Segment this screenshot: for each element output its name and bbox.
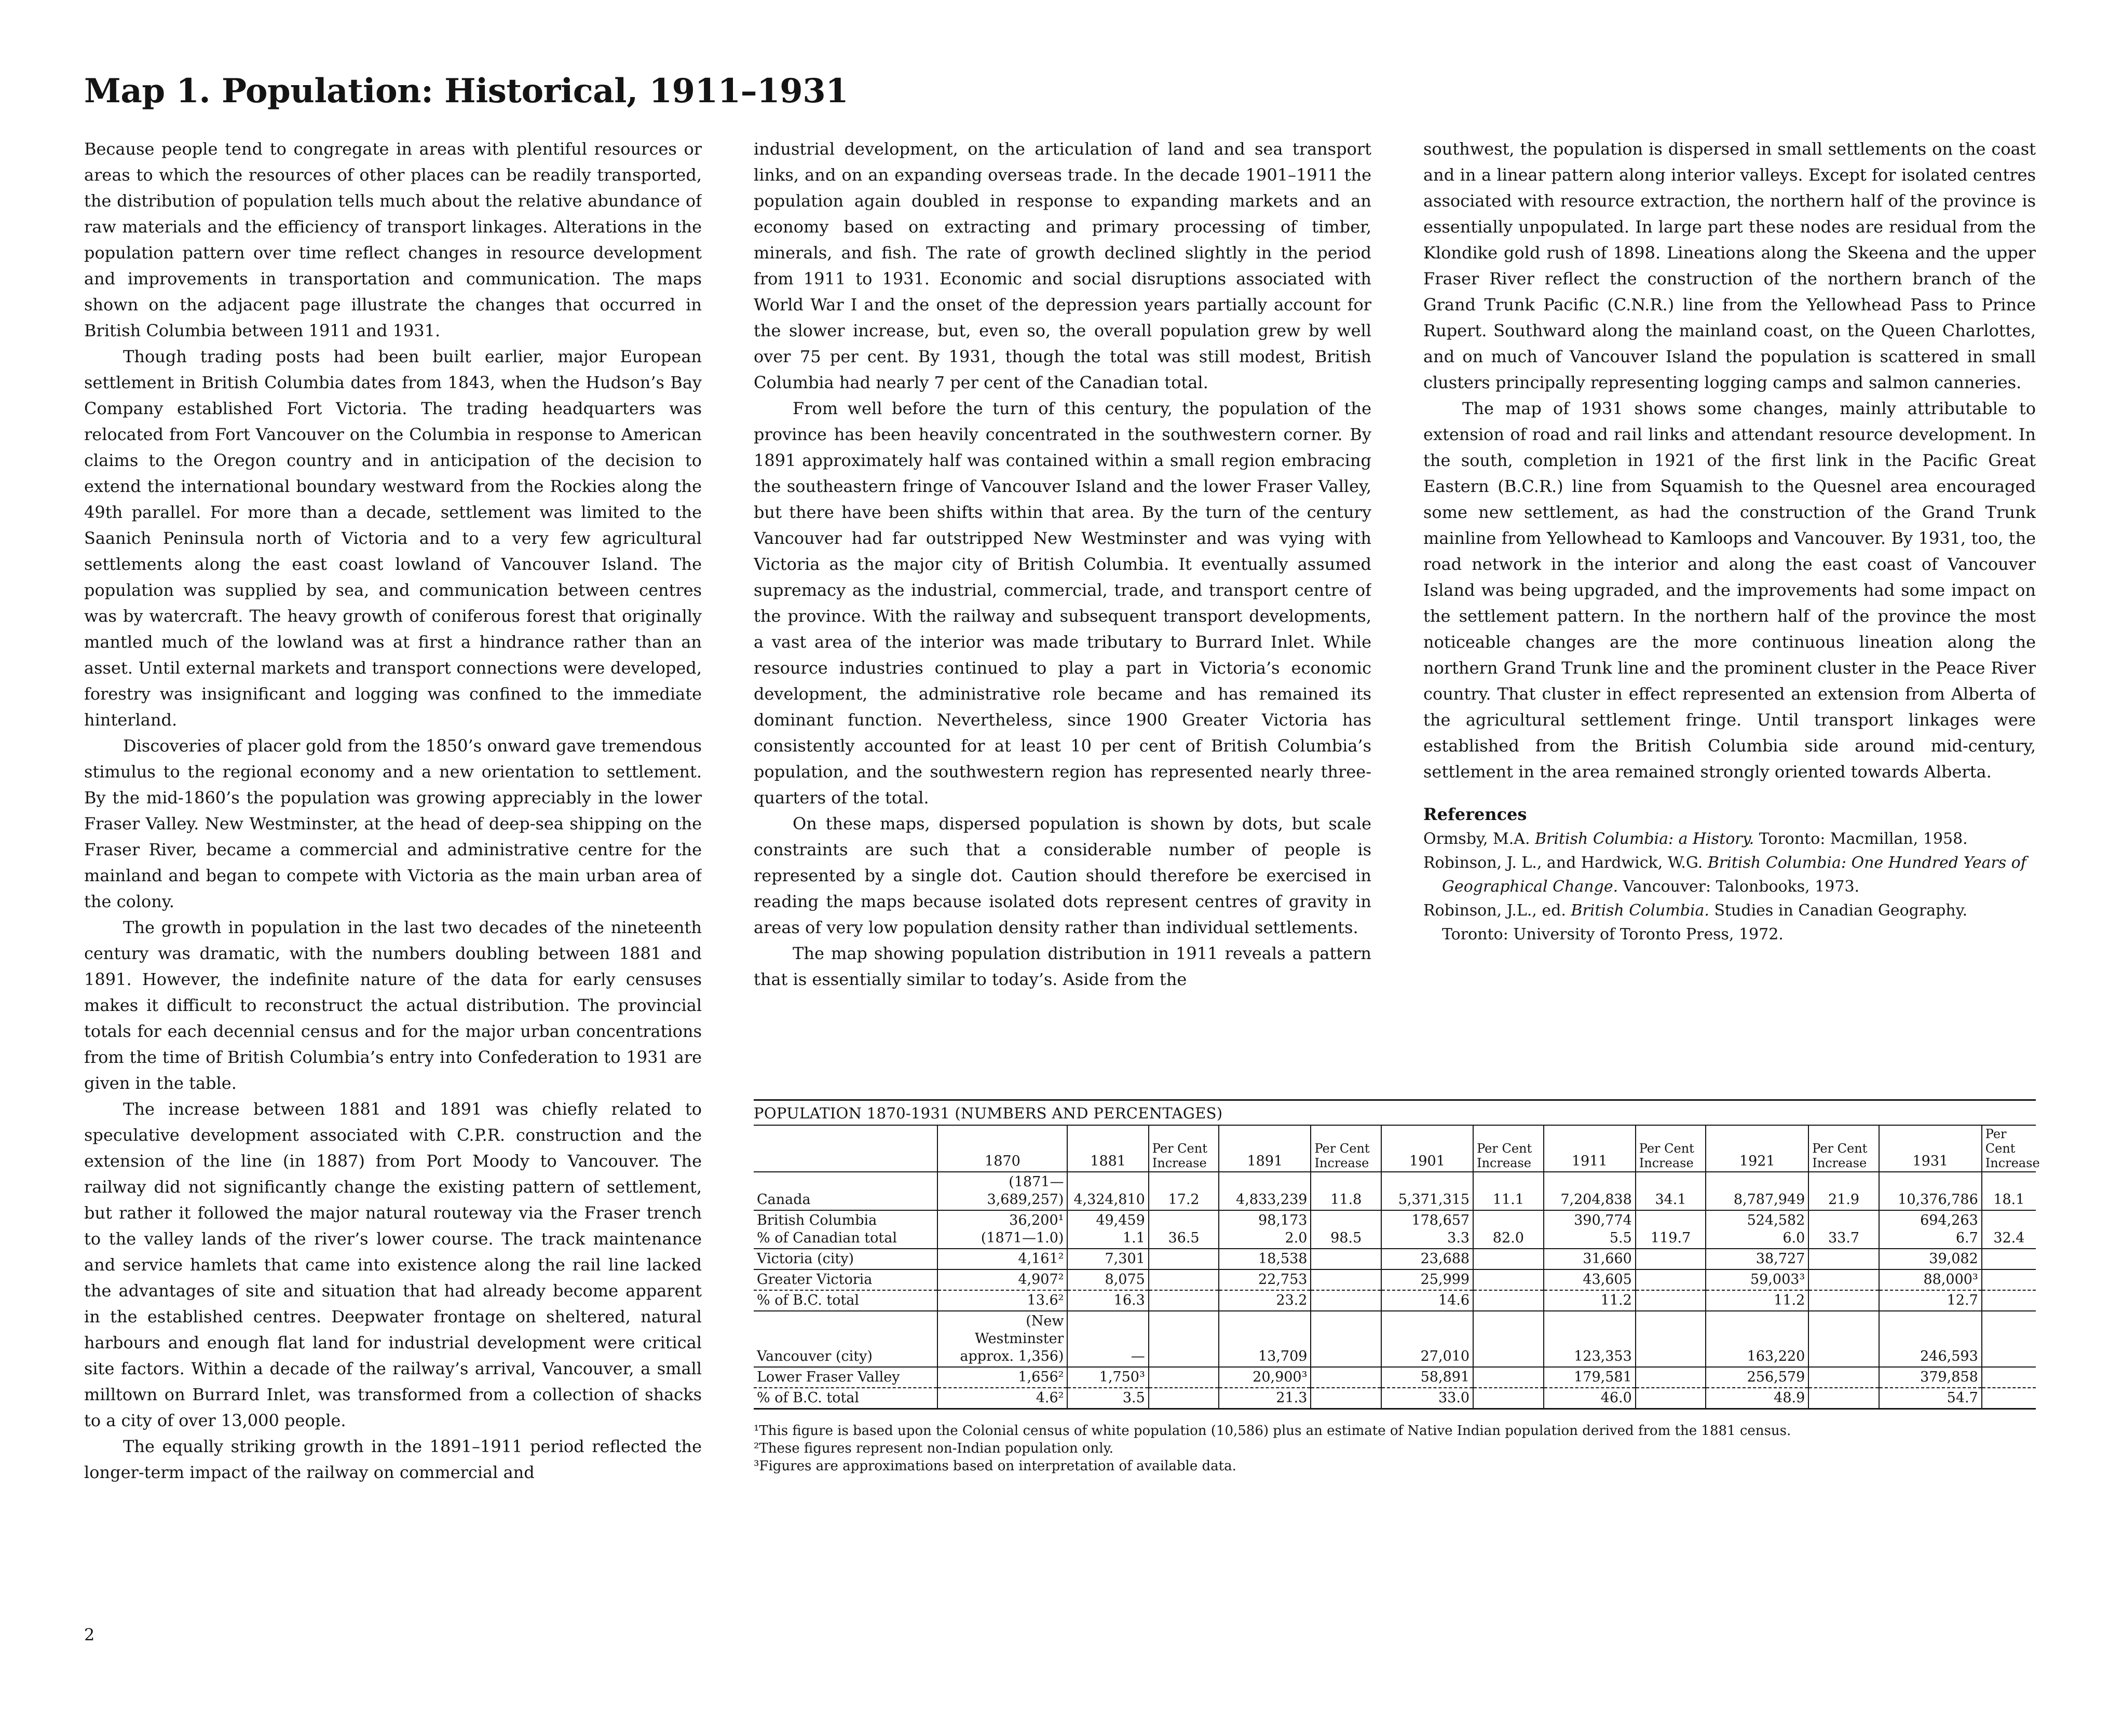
table-cell [1982,1388,2036,1408]
table-cell: 694,263 6.7 [1879,1210,1982,1249]
row-label: Greater Victoria [754,1269,937,1290]
table-cell: 1,656² [937,1367,1067,1388]
table-cell [1636,1269,1706,1290]
paragraph: Discoveries of placer gold from the 1850’s onward gave tremendous stimulus to the regional economy and a new orientation to settlement. By the mid-1860’s the population was growing appreciably in the lower Fraser Valley. New Westminster, at the head of deep-sea shipping on the Fraser River, became a commercial and administrative centre for the mainland and began to compete with Victoria as the main urban area of the colony. [84,736,702,911]
table-cell: 46.0 [1544,1388,1636,1408]
table-cell: 58,891 [1381,1367,1473,1388]
table-header: 1911 [1544,1125,1636,1172]
references-heading: References [1423,804,1527,824]
table-cell [1473,1367,1543,1388]
table-cell [1636,1311,1706,1367]
table-header-row [754,1125,2036,1172]
table-cell [1636,1249,1706,1269]
table-cell: 390,774 5.5 [1544,1210,1636,1249]
row-label: Vancouver (city) [754,1311,937,1367]
table-cell: 54.7 [1879,1388,1982,1408]
table-cell: 33.0 [1381,1388,1473,1408]
table-cell: 59,003³ [1706,1269,1808,1290]
table-cell [1473,1388,1543,1408]
paragraph: The map of 1931 shows some changes, mainly attributable to extension of road and rail links and attendant resource development. In the south, completion in 1921 of the first link in the Pacific Great Eastern (B.C.R.) line from Squamish to the Quesnel area encouraged some new settlement, as had the construction of the Grand Trunk mainline from Yellowhead to Kamloops and Vancouver. By 1931, too, the road network in the interior and along the east coast of Vancouver Island was being upgraded, and the improvements had some impact on the settlement pattern. In the northern half of the province the most noticeable changes are the more continuous lineation along the northern Grand Trunk line and the prominent cluster in the Peace River country. That cluster in effect represented an extension from Alberta of the agricultural settlement fringe. Until transport linkages were established from the British Columbia side around mid-century, settlement in the area remained strongly oriented towards Alberta. [1423,399,2036,782]
table-cell: 13.6² [937,1290,1067,1311]
table-cell: 88,000³ [1879,1269,1982,1290]
table-cell: 11.2 [1544,1290,1636,1311]
table-cell: 22,753 [1219,1269,1311,1290]
table-header [754,1125,937,1172]
table-cell: 20,900³ [1219,1367,1311,1388]
table-cell: 39,082 [1879,1249,1982,1269]
page-title: Map 1. Population: Historical, 1911–1931 [84,72,849,111]
table-cell: 246,593 [1879,1311,1982,1367]
table-cell [1149,1269,1219,1290]
table-cell: 43,605 [1544,1269,1636,1290]
table-cell [1808,1367,1879,1388]
table-cell: 5,371,315 [1381,1172,1473,1210]
table-cell [1982,1290,2036,1311]
footnote: ²These figures represent non-Indian population only. [754,1441,1114,1456]
footnote: ³Figures are approximations based on interpretation of available data. [754,1458,1236,1474]
table-cell [1311,1367,1381,1388]
table-cell [1149,1311,1219,1367]
reference-item: Ormsby, M.A. British Columbia: a History. Toronto: Macmillan, 1958. [1423,830,1968,848]
table-cell: — [1067,1311,1148,1367]
table-cell: 123,353 [1544,1311,1636,1367]
table-cell: 48.9 [1706,1388,1808,1408]
table-cell: 36,200¹ (1871—1.0) [937,1210,1067,1249]
table-cell: 18.1 [1982,1172,2036,1210]
table-cell: 82.0 [1473,1210,1543,1249]
table-cell [1473,1249,1543,1269]
table-cell [1473,1269,1543,1290]
table-cell: 178,657 3.3 [1381,1210,1473,1249]
table-header: 1891 [1219,1125,1311,1172]
row-label: Lower Fraser Valley [754,1367,937,1388]
table-cell [1636,1388,1706,1408]
paragraph: The increase between 1881 and 1891 was chiefly related to speculative development associated with C.P.R. construction and the extension of the line (in 1887) from Port Moody to Vancouver. The railway did not significantly change the existing pattern of settlement, but rather it followed the major natural routeway via the Fraser trench to the valley lands of the river’s lower course. The track maintenance and service hamlets that came into existence along the rail line lacked the advantages of site and situation that had already become apparent in the established centres. Deepwater frontage on sheltered, natural harbours and enough flat land for industrial development were critical site factors. Within a decade of the railway’s arrival, Vancouver, a small milltown on Burrard Inlet, was transformed from a collection of shacks to a city of over 13,000 people. [84,1099,702,1430]
table-cell: 4,161² [937,1249,1067,1269]
table-cell [1808,1269,1879,1290]
divider [754,1408,2036,1410]
table-cell: 1,750³ [1067,1367,1148,1388]
table-cell: 11.2 [1706,1290,1808,1311]
table-cell: 7,301 [1067,1249,1148,1269]
table-cell: 49,459 1.1 [1067,1210,1148,1249]
footnote: ¹This figure is based upon the Colonial census of white population (10,586) plus an estimate of Native Indian population derived from the 1881 census. [754,1423,1791,1439]
table-header: Per Cent Increase [1149,1125,1219,1172]
row-label: % of B.C. total [754,1290,937,1311]
table-cell: 8,075 [1067,1269,1148,1290]
table-cell: 4,324,810 [1067,1172,1148,1210]
text-column-2 [754,136,1371,1070]
paragraph: On these maps, dispersed population is shown by dots, but scale constraints are such that a considerable number of people is represented by a single dot. Caution should therefore be exercised in reading the maps because isolated dots represent centres of gravity in areas of very low population density rather than individual settlements. [754,814,1371,937]
table-header: Per Cent Increase [1636,1125,1706,1172]
table-cell [1808,1311,1879,1367]
table-cell: 98,173 2.0 [1219,1210,1311,1249]
table-cell: 256,579 [1706,1367,1808,1388]
row-label: Canada [754,1172,937,1210]
reference-item: Robinson, J. L., and Hardwick, W.G. British Columbia: One Hundred Years of Geographical Change. Vancouver: Talonbooks, 1973. [1423,854,2026,896]
table-header: 1921 [1706,1125,1808,1172]
table-cell [1982,1269,2036,1290]
table-cell [1808,1388,1879,1408]
table-cell: 163,220 [1706,1311,1808,1367]
table-cell: 13,709 [1219,1311,1311,1367]
table-row [754,1172,2036,1210]
table-cell: 21.9 [1808,1172,1879,1210]
table-cell: 4,907² [937,1269,1067,1290]
page-number: 2 [84,1625,95,1645]
table-row [754,1311,2036,1367]
row-label: % of B.C. total [754,1388,937,1408]
paragraph: Though trading posts had been built earlier, major European settlement in British Columbia dates from 1843, when the Hudson’s Bay Company established Fort Victoria. The trading headquarters was relocated from Fort Vancouver on the Columbia in response to American claims to the Oregon country and in anticipation of the decision to extend the international boundary westward from the Rockies along the 49th parallel. For more than a decade, settlement was limited to the Saanich Peninsula north of Victoria and to a very few agricultural settlements along the east coast lowland of Vancouver Island. The population was supplied by sea, and communication between centres was by watercraft. The heavy growth of coniferous forest that originally mantled much of the lowland was at first a hindrance rather than an asset. Until external markets and transport connections were developed, forestry was insignificant and logging was confined to the immediate hinterland. [84,347,702,730]
table-cell: 31,660 [1544,1249,1636,1269]
table-cell [1636,1367,1706,1388]
population-table-block [754,1099,2040,1475]
table-cell: 119.7 [1636,1210,1706,1249]
table-cell: 524,582 6.0 [1706,1210,1808,1249]
footnotes [754,1422,2036,1475]
text-column-1 [84,136,702,1605]
table-cell [1149,1290,1219,1311]
table-cell: (1871— 3,689,257) [937,1172,1067,1210]
table-cell: 3.5 [1067,1388,1148,1408]
table-cell: 32.4 [1982,1210,2036,1249]
table-cell [1982,1311,2036,1367]
table-cell [1149,1388,1219,1408]
table-cell: 98.5 [1311,1210,1381,1249]
table-cell [1636,1290,1706,1311]
table-cell: 10,376,786 [1879,1172,1982,1210]
table-cell: 11.1 [1473,1172,1543,1210]
table-cell [1982,1249,2036,1269]
text-column-3 [1423,136,2036,1070]
table-cell [1149,1249,1219,1269]
table-row [754,1269,2036,1290]
table-cell [1473,1311,1543,1367]
table-cell: 4.6² [937,1388,1067,1408]
table-cell [1982,1367,2036,1388]
table-cell: 36.5 [1149,1210,1219,1249]
table-cell: 11.8 [1311,1172,1381,1210]
table-cell: 379,858 [1879,1367,1982,1388]
paragraph: southwest, the population is dispersed in small settlements on the coast and in a linear pattern along interior valleys. Except for isolated centres associated with resource extraction, the northern half of the province is essentially unpopulated. In large part these nodes are residual from the Klondike gold rush of 1898. Lineations along the Skeena and the upper Fraser River reflect the construction of the northern branch of the Grand Trunk Pacific (C.N.R.) line from the Yellowhead Pass to Prince Rupert. Southward along the mainland coast, on the Queen Charlottes, and on much of Vancouver Island the population is scattered in small clusters principally representing logging camps and salmon canneries. [1423,139,2036,392]
table-cell: (New Westminster approx. 1,356) [937,1311,1067,1367]
paragraph: From well before the turn of this century, the population of the province has been heavily concentrated in the southwestern corner. By 1891 approximately half was contained within a small region embracing the southeastern fringe of Vancouver Island and the lower Fraser Valley, but there have been shifts within that area. By the turn of the century Vancouver had far outstripped New Westminster and was vying with Victoria as the major city of British Columbia. It eventually assumed supremacy as the industrial, commercial, trade, and transport centre of the province. With the railway and subsequent transport developments, a vast area of the interior was made tributary to Burrard Inlet. While resource industries continued to play a part in Victoria’s economic development, the administrative role became and has remained its dominant function. Nevertheless, since 1900 Greater Victoria has consistently accounted for at least 10 per cent of British Columbia’s population, and the southwestern region has represented nearly three-quarters of the total. [754,399,1371,808]
table-cell [1311,1290,1381,1311]
table-title: POPULATION 1870-1931 (NUMBERS AND PERCENTAGES) [754,1104,1223,1122]
paragraph: Because people tend to congregate in areas with plentiful resources or areas to which the resources of other places can be readily transported, the distribution of population tells much about the relative abundance of raw materials and the efficiency of transport linkages. Alterations in the population pattern over time reflect changes in resource development and improvements in transportation and communication. The maps shown on the adjacent page illustrate the changes that occurred in British Columbia between 1911 and 1931. [84,139,702,340]
table-cell: 38,727 [1706,1249,1808,1269]
table-cell: 25,999 [1381,1269,1473,1290]
table-cell [1808,1249,1879,1269]
table-cell: 12.7 [1879,1290,1982,1311]
table-cell: 27,010 [1381,1311,1473,1367]
table-cell: 21.3 [1219,1388,1311,1408]
population-table [754,1125,2040,1408]
table-cell: 16.3 [1067,1290,1148,1311]
table-header: Per Cent Increase [1473,1125,1543,1172]
table-header: 1901 [1381,1125,1473,1172]
table-cell: 179,581 [1544,1367,1636,1388]
table-row [754,1249,2036,1269]
table-cell [1473,1290,1543,1311]
table-cell: 23.2 [1219,1290,1311,1311]
table-cell [1311,1388,1381,1408]
table-cell [1149,1367,1219,1388]
table-cell: 34.1 [1636,1172,1706,1210]
table-header: 1870 [937,1125,1067,1172]
table-row [754,1367,2036,1388]
paragraph: The growth in population in the last two decades of the nineteenth century was dramatic, with the numbers doubling between 1881 and 1891. However, the indefinite nature of the data for early censuses makes it difficult to reconstruct the actual distribution. The provincial totals for each decennial census and for the major urban concentrations from the time of British Columbia’s entry into Confederation to 1931 are given in the table. [84,918,702,1093]
table-cell [1311,1249,1381,1269]
row-label: British Columbia % of Canadian total [754,1210,937,1249]
reference-item: Robinson, J.L., ed. British Columbia. Studies in Canadian Geography. Toronto: University of Toronto Press, 1972. [1423,901,1968,944]
table-cell: 18,538 [1219,1249,1311,1269]
table-cell: 23,688 [1381,1249,1473,1269]
table-cell [1808,1290,1879,1311]
table-cell: 17.2 [1149,1172,1219,1210]
table-cell: 4,833,239 [1219,1172,1311,1210]
table-header: Per Cent Increase [1808,1125,1879,1172]
table-cell: 33.7 [1808,1210,1879,1249]
paragraph: The equally striking growth in the 1891–1911 period reflected the longer-term impact of the railway on commercial and [84,1437,702,1482]
table-header: Per Cent Increase [1311,1125,1381,1172]
table-header: 1881 [1067,1125,1148,1172]
table-cell: 8,787,949 [1706,1172,1808,1210]
row-label: Victoria (city) [754,1249,937,1269]
table-cell: 14.6 [1381,1290,1473,1311]
table-cell: 7,204,838 [1544,1172,1636,1210]
table-header: 1931 [1879,1125,1982,1172]
table-cell [1311,1311,1381,1367]
table-cell [1311,1269,1381,1290]
paragraph: industrial development, on the articulation of land and sea transport links, and on an expanding overseas trade. In the decade 1901–1911 the population again doubled in response to expanding markets and an economy based on extracting and primary processing of timber, minerals, and fish. The rate of growth declined slightly in the period from 1911 to 1931. Economic and social disruptions associated with World War I and the onset of the depression years partially account for the slower increase, but, even so, the overall population grew by well over 75 per cent. By 1931, though the total was still modest, British Columbia had nearly 7 per cent of the Canadian total. [754,139,1371,392]
table-row [754,1388,2036,1408]
table-header: Per Cent Increase [1982,1125,2036,1172]
paragraph: The map showing population distribution in 1911 reveals a pattern that is essentially similar to today’s. Aside from the [754,944,1371,989]
table-row [754,1210,2036,1249]
table-row [754,1290,2036,1311]
